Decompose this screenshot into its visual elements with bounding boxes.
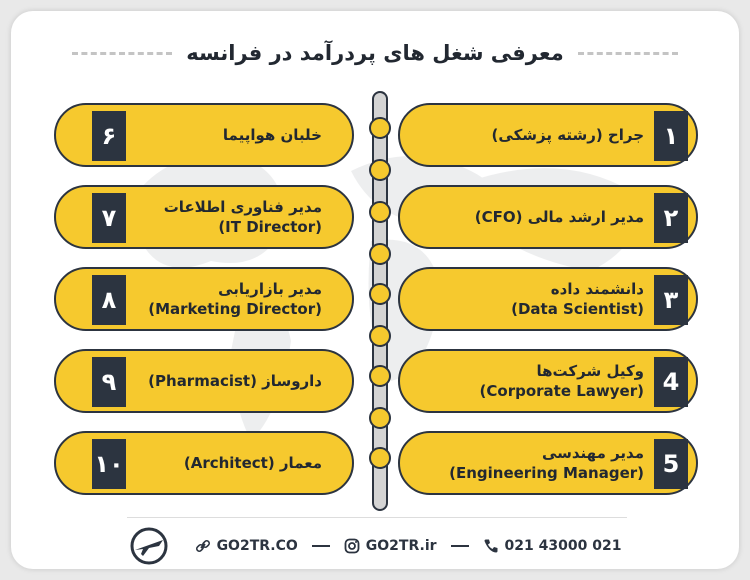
footer-divider — [127, 517, 627, 518]
footer — [11, 529, 739, 563]
website-text: GO2TR.CO — [216, 538, 298, 554]
job-card-1 — [398, 103, 698, 167]
job-card-4 — [398, 349, 698, 413]
job-number-badge: ۷ — [92, 193, 126, 243]
phone-icon — [483, 538, 499, 554]
instagram-icon — [344, 538, 360, 554]
job-subtitle: (Data Scientist) — [511, 300, 644, 318]
job-title: معمار (Architect) — [183, 454, 322, 472]
job-number-badge: ۲ — [654, 193, 688, 243]
job-card-2 — [398, 185, 698, 249]
job-card-7 — [54, 185, 354, 249]
page-title: معرفی شغل های پردرآمد در فرانسه — [186, 41, 564, 65]
job-subtitle: (Engineering Manager) — [449, 464, 644, 482]
job-title: مدیر ارشد مالی (CFO) — [474, 208, 644, 226]
phone-text: 021 43000 021 — [504, 538, 622, 554]
instagram-link[interactable] — [344, 538, 437, 554]
job-title: خلبان هواپیما — [222, 126, 322, 144]
job-label — [444, 269, 644, 329]
job-number-badge: ۱ — [654, 111, 688, 161]
job-title: مدیر بازاریابی — [218, 280, 322, 298]
title-right-divider — [578, 52, 678, 55]
footer-separator — [312, 545, 330, 547]
title-left-divider — [72, 52, 172, 55]
job-card-3 — [398, 267, 698, 331]
job-number-badge: ۱۰ — [92, 439, 126, 489]
connector-dot — [369, 407, 391, 429]
website-link[interactable] — [195, 538, 298, 554]
link-icon — [195, 538, 211, 554]
job-label — [122, 433, 322, 493]
connector-dot — [369, 447, 391, 469]
job-title: مدیر فناوری اطلاعات — [163, 198, 322, 216]
job-subtitle: (Corporate Lawyer) — [479, 382, 644, 400]
job-subtitle: (IT Director) — [218, 218, 322, 236]
job-label — [444, 105, 644, 165]
title-bar — [11, 33, 739, 73]
job-number-badge: ۸ — [92, 275, 126, 325]
job-title: مدیر مهندسی — [541, 444, 644, 462]
connector-dot — [369, 159, 391, 181]
footer-separator — [451, 545, 469, 547]
job-number-badge: ۳ — [654, 275, 688, 325]
instagram-text: GO2TR.ir — [365, 538, 437, 554]
connector-dot — [369, 117, 391, 139]
job-number-badge: 4 — [654, 357, 688, 407]
job-card-6 — [54, 103, 354, 167]
job-card-10 — [54, 431, 354, 495]
job-label — [444, 187, 644, 247]
job-number-badge: 5 — [654, 439, 688, 489]
connector-dot — [369, 243, 391, 265]
job-card-8 — [54, 267, 354, 331]
job-number-badge: ۹ — [92, 357, 126, 407]
plane-logo-icon — [129, 526, 169, 566]
job-title: دانشمند داده — [550, 280, 644, 298]
job-label — [122, 105, 322, 165]
infographic-frame — [11, 11, 739, 569]
connector-dot — [369, 283, 391, 305]
job-card-5 — [398, 431, 698, 495]
phone-link[interactable] — [483, 538, 622, 554]
connector-dot — [369, 325, 391, 347]
job-title: وکیل شرکت‌ها — [536, 362, 644, 380]
job-title: داروساز (Pharmacist) — [148, 372, 322, 390]
job-label — [444, 433, 644, 493]
job-subtitle: (Marketing Director) — [148, 300, 322, 318]
connector-dot — [369, 201, 391, 223]
job-card-9 — [54, 349, 354, 413]
job-label — [122, 269, 322, 329]
job-number-badge: ۶ — [92, 111, 126, 161]
connector-dot — [369, 365, 391, 387]
job-label — [444, 351, 644, 411]
job-title: جراح (رشته پزشکی) — [491, 126, 644, 144]
job-label — [122, 187, 322, 247]
job-label — [122, 351, 322, 411]
